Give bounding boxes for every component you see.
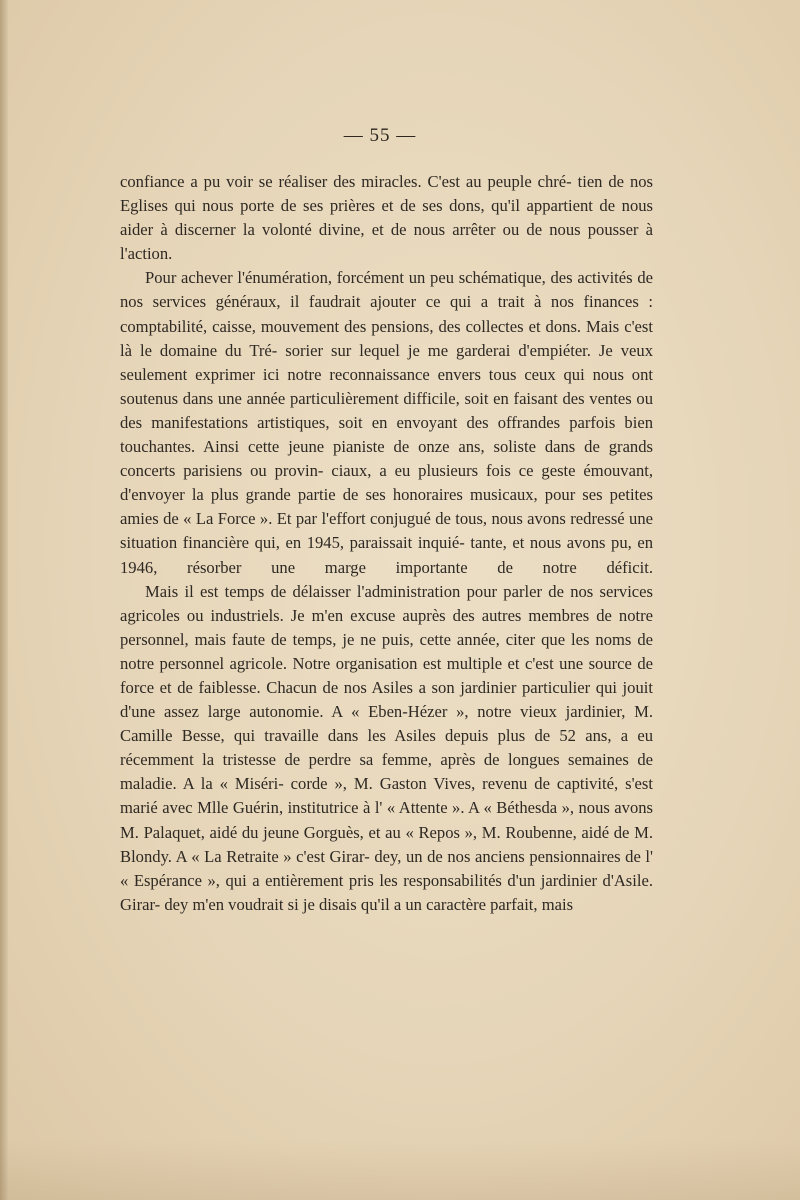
paragraph-1: confiance a pu voir se réaliser des miracles. C'est au peuple chré- tien de nos Eglises qui nous porte de ses prières et de ses dons, qu'il appartient de nous aider à discerner la volonté divine, et de nous arrêter ou de nous pousser à l'action. (120, 172, 653, 264)
paragraph-3: Mais il est temps de délaisser l'administration pour parler de nos services agricoles ou industriels. Je m'en excuse auprès des autres membres de notre personnel, mais faute de temps, je ne puis, cette année, citer que les noms de notre personnel agricole. Notre organisation est multiple et c'est une source de force et de faiblesse. Chacun de nos Asiles a son jardinier particulier qui jouit d'une assez large autonomie. A « Eben-Hézer », notre vieux jardinier, M. Camille Besse, qui travaille dans les Asiles depuis plus de 52 ans, a eu récemment la tristesse de perdre sa femme, après de longues semaines de maladie. A la « Miséri- corde », M. Gaston Vives, revenu de captivité, s'est marié avec Mlle Guérin, institutrice à l' « Attente ». A « Béthesda », nous avons M. Palaquet, aidé du jeune Gorguès, et au « Repos », M. Roubenne, aidé de M. Blondy. A « La Retraite » c'est Girar- dey, un de nos anciens pensionnaires de l' « Espérance », qui a entièrement pris les responsabilités d'un jardinier d'Asile. Girar- dey m'en voudrait si je disais qu'il a un caractère parfait, mais (120, 581, 653, 914)
page-shadow (0, 1140, 800, 1200)
page-number: — 55 — (343, 125, 417, 146)
body-text (120, 170, 653, 917)
paragraph-2: Pour achever l'énumération, forcément un peu schématique, des activités de nos services généraux, il faudrait ajouter ce qui a trait à nos finances : comptabilité, caisse, mouvement des pensions, des collectes et dons. Mais c'est là le domaine du Tré- sorier sur lequel je me garderai d'empiéter. Je veux seulement exprimer ici notre reconnaissance envers tous ceux qui nous ont soutenus dans une année particulièrement difficile, soit en faisant des ventes ou des manifestations artistiques, soit en envoyant des offrandes parfois bien touchantes. Ainsi cette jeune pianiste de onze ans, soliste dans de grands concerts parisiens ou provin- ciaux, a eu plusieurs fois ce geste émouvant, d'envoyer la plus grande partie de ses honoraires musicaux, pour ses petites amies de « La Force ». Et par l'effort conjugué de tous, nous avons redressé une situation financière qui, en 1945, paraissait inquié- tante, et nous avons pu, en 1946, résorber une marge importante de notre déficit. (120, 268, 653, 577)
page-left-edge (0, 0, 8, 1200)
